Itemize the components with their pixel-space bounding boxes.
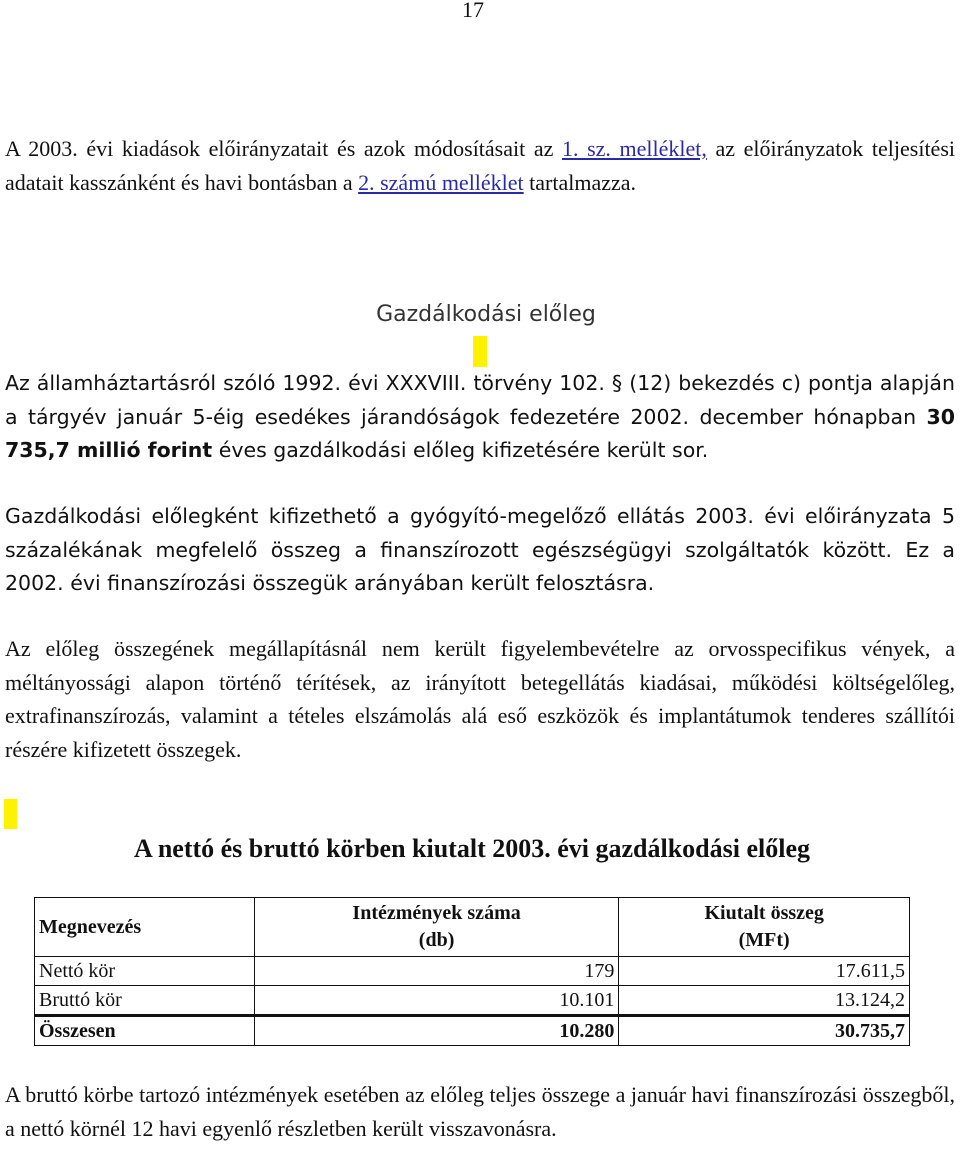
total-name: Összesen [35, 1016, 255, 1046]
advance-text-b: éves gazdálkodási előleg kifizetésére került sor. [212, 438, 709, 462]
advance-paragraph-3: Az előleg összegének megállapításnál nem került figyelembevételre az orvosspecifikus vények, a méltányossági alapon történő térítések, az irányított betegellátás kiadásai, működési költségelőleg, extrafinanszírozás, valamint a tételes elszámolás alá eső eszközök és implantátumok tenderes szállítói részére kifizetett összegek. [5, 636, 955, 762]
advance-paragraph-1 [5, 367, 955, 468]
header-amount [619, 898, 910, 957]
intro-text-1: A 2003. évi kiadások előirányzatait és azok módosításait az [5, 136, 562, 161]
highlight-marker-2 [4, 799, 17, 829]
section-heading: Gazdálkodási előleg [376, 302, 596, 327]
row-count: 179 [254, 957, 619, 986]
intro-paragraph [5, 132, 955, 199]
table-total-row [35, 1016, 910, 1046]
row-name: Bruttó kör [35, 986, 255, 1016]
header-count-line2: (db) [418, 929, 455, 951]
intro-text-2: az előirányzatok teljesítési adatait kasszánként és havi bontásban a [5, 136, 955, 195]
header-count-line1: Intézmények száma [352, 902, 521, 924]
total-count: 10.280 [254, 1016, 619, 1046]
advance-text-a: Az államháztartásról szóló 1992. évi XXXVIII. törvény 102. § (12) bekezdés c) pontja alapján a tárgyév január 5-éig esedékes járandóságok fedezetére 2002. december hónapban [5, 371, 955, 429]
highlight-marker [473, 336, 487, 367]
row-amount: 17.611,5 [619, 957, 910, 986]
table-row [35, 957, 910, 986]
header-count [254, 898, 619, 957]
advance-amount: 30 735,7 millió forint [5, 404, 955, 462]
header-name: Megnevezés [35, 898, 255, 957]
row-amount: 13.124,2 [619, 986, 910, 1016]
advance-table [34, 897, 910, 1046]
annex-2-link[interactable]: 2. számú melléklet [358, 169, 524, 195]
table-row [35, 986, 910, 1016]
row-count: 10.101 [254, 986, 619, 1016]
page-number: 17 [462, 0, 484, 22]
table-title: A nettó és bruttó körben kiutalt 2003. évi gazdálkodási előleg [133, 834, 810, 863]
header-amount-line2: (MFt) [738, 929, 790, 951]
closing-paragraph: A bruttó körbe tartozó intézmények esetében az előleg teljes összege a január havi finanszírozási összegből, a nettó körnél 12 havi egyenlő részletben került visszavonásra. [5, 1082, 955, 1141]
intro-text-3: tartalmazza. [523, 169, 637, 195]
table-header-row [35, 898, 910, 957]
row-name: Nettó kör [35, 957, 255, 986]
total-amount: 30.735,7 [619, 1016, 910, 1046]
advance-paragraph-2: Gazdálkodási előlegként kifizethető a gyógyító-megelőző ellátás 2003. évi előirányzata 5 százalékának megfelelő összeg a finanszírozott egészségügyi szolgáltatók között. Ez a 2002. évi finanszírozási összegük arányában került felosztásra. [5, 504, 955, 595]
annex-1-link[interactable]: 1. sz. melléklet, [561, 136, 707, 161]
header-amount-line1: Kiutalt összeg [704, 902, 824, 924]
